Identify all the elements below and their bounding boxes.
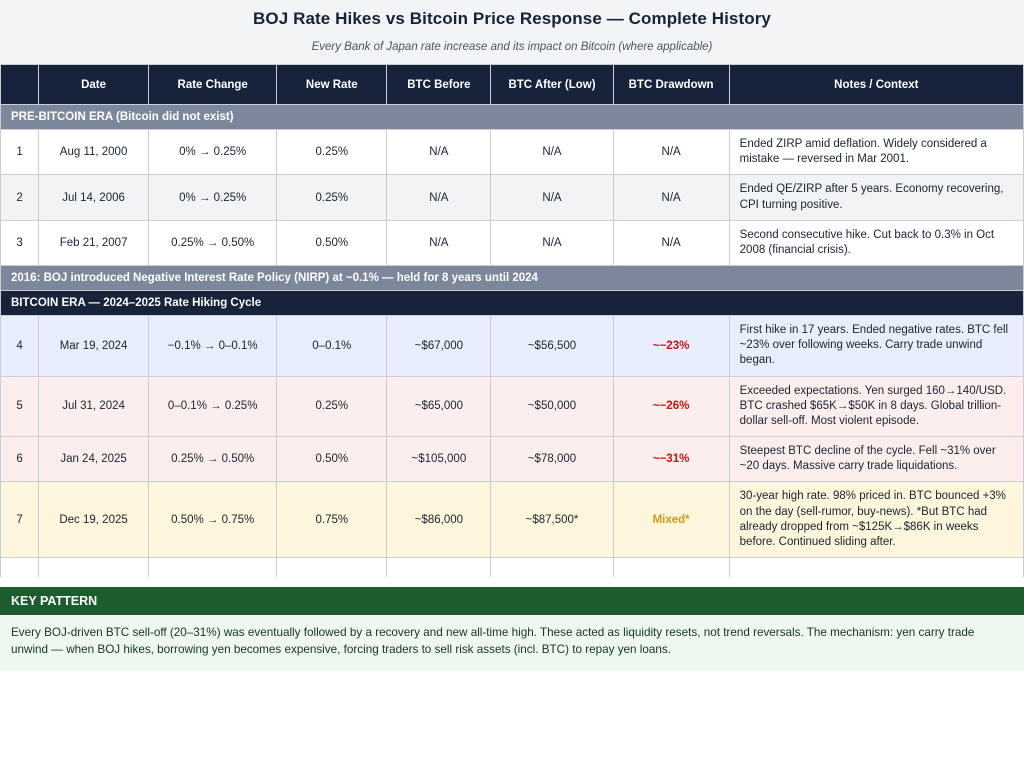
table-row <box>1 316 1024 377</box>
spacer-cell <box>39 558 149 578</box>
spacer-cell <box>387 558 491 578</box>
cell-btc-after: ~$50,000 <box>491 376 613 437</box>
column-header-btc-before: BTC Before <box>387 65 491 105</box>
column-header-btc-after: BTC After (Low) <box>491 65 613 105</box>
spacer-cell <box>729 558 1023 578</box>
column-header-date: Date <box>39 65 149 105</box>
cell-index: 6 <box>1 437 39 482</box>
cell-new-rate: 0.50% <box>277 437 387 482</box>
cell-new-rate: 0.75% <box>277 482 387 558</box>
cell-btc-before: ~$65,000 <box>387 376 491 437</box>
page-title: BOJ Rate Hikes vs Bitcoin Price Response — Complete History <box>253 9 771 28</box>
table-row <box>1 376 1024 437</box>
cell-new-rate: 0–0.1% <box>277 316 387 377</box>
cell-notes: 30-year high rate. 98% priced in. BTC bounced +3% on the day (sell-rumor, buy-news). *But BTC had already dropped from ~$125K→$86K in weeks before. Continued sliding after. <box>729 482 1023 558</box>
table-row <box>1 220 1024 265</box>
cell-btc-drawdown: Mixed* <box>613 482 729 558</box>
cell-btc-after: ~$87,500* <box>491 482 613 558</box>
key-pattern-body: Every BOJ-driven BTC sell-off (20–31%) was eventually followed by a recovery and new all-time high. These acted as liquidity resets, not trend reversals. The mechanism: yen carry trade unwind — when BOJ hikes, borrowing yen becomes expensive, forcing traders to sell risk assets (incl. BTC) to repay yen loans. <box>0 615 1024 671</box>
band-nirp <box>1 266 1024 291</box>
cell-new-rate: 0.25% <box>277 130 387 175</box>
cell-index: 3 <box>1 220 39 265</box>
cell-rate-change: 0.25% → 0.50% <box>149 220 277 265</box>
cell-date: Jan 24, 2025 <box>39 437 149 482</box>
cell-btc-drawdown: ~−31% <box>613 437 729 482</box>
table-row <box>1 175 1024 220</box>
cell-index: 4 <box>1 316 39 377</box>
table-row <box>1 437 1024 482</box>
cell-btc-before: N/A <box>387 175 491 220</box>
cell-rate-change: 0–0.1% → 0.25% <box>149 376 277 437</box>
cell-index: 7 <box>1 482 39 558</box>
column-header-rate-change: Rate Change <box>149 65 277 105</box>
cell-index: 1 <box>1 130 39 175</box>
cell-btc-after: N/A <box>491 175 613 220</box>
spacer-cell <box>1 558 39 578</box>
cell-btc-after: N/A <box>491 220 613 265</box>
cell-btc-before: N/A <box>387 220 491 265</box>
cell-btc-drawdown: N/A <box>613 130 729 175</box>
cell-rate-change: 0.25% → 0.50% <box>149 437 277 482</box>
cell-date: Feb 21, 2007 <box>39 220 149 265</box>
column-header-btc-drawdown: BTC Drawdown <box>613 65 729 105</box>
cell-btc-drawdown: N/A <box>613 175 729 220</box>
column-header-new-rate: New Rate <box>277 65 387 105</box>
cell-new-rate: 0.25% <box>277 376 387 437</box>
cell-date: Jul 31, 2024 <box>39 376 149 437</box>
cell-rate-change: 0.50% → 0.75% <box>149 482 277 558</box>
key-pattern-heading: KEY PATTERN <box>0 587 1024 615</box>
cell-notes: Second consecutive hike. Cut back to 0.3% in Oct 2008 (financial crisis). <box>729 220 1023 265</box>
cell-btc-before: ~$105,000 <box>387 437 491 482</box>
cell-btc-before: ~$86,000 <box>387 482 491 558</box>
column-header-notes: Notes / Context <box>729 65 1023 105</box>
cell-btc-drawdown: ~−26% <box>613 376 729 437</box>
boj-rate-hike-table <box>0 64 1024 578</box>
spacer-cell <box>491 558 613 578</box>
page-subtitle: Every Bank of Japan rate increase and its impact on Bitcoin (where applicable) <box>311 41 713 53</box>
cell-btc-after: ~$56,500 <box>491 316 613 377</box>
cell-notes: Steepest BTC decline of the cycle. Fell ~31% over ~20 days. Massive carry trade liquidations. <box>729 437 1023 482</box>
cell-date: Jul 14, 2006 <box>39 175 149 220</box>
spacer-cell <box>277 558 387 578</box>
band-label-pre-bitcoin: PRE-BITCOIN ERA (Bitcoin did not exist) <box>1 105 1024 130</box>
band-label-nirp: 2016: BOJ introduced Negative Interest Rate Policy (NIRP) at −0.1% — held for 8 years until 2024 <box>1 266 1024 291</box>
cell-btc-drawdown: N/A <box>613 220 729 265</box>
cell-notes: Exceeded expectations. Yen surged 160→140/USD. BTC crashed $65K→$50K in 8 days. Global trillion-dollar sell-off. Most violent episode. <box>729 376 1023 437</box>
title-bar <box>0 0 1024 35</box>
cell-rate-change: 0% → 0.25% <box>149 175 277 220</box>
cell-btc-after: ~$78,000 <box>491 437 613 482</box>
band-label-bitcoin-era: BITCOIN ERA — 2024–2025 Rate Hiking Cycle <box>1 291 1024 316</box>
band-pre-bitcoin-era <box>1 105 1024 130</box>
table-row <box>1 482 1024 558</box>
column-header-index <box>1 65 39 105</box>
cell-index: 2 <box>1 175 39 220</box>
cell-notes: Ended QE/ZIRP after 5 years. Economy recovering, CPI turning positive. <box>729 175 1023 220</box>
cell-rate-change: 0% → 0.25% <box>149 130 277 175</box>
cell-btc-before: ~$67,000 <box>387 316 491 377</box>
cell-date: Aug 11, 2000 <box>39 130 149 175</box>
band-bitcoin-era <box>1 291 1024 316</box>
spacer-cell <box>613 558 729 578</box>
cell-new-rate: 0.25% <box>277 175 387 220</box>
cell-btc-before: N/A <box>387 130 491 175</box>
cell-rate-change: −0.1% → 0–0.1% <box>149 316 277 377</box>
subtitle-bar <box>0 35 1024 64</box>
cell-notes: Ended ZIRP amid deflation. Widely considered a mistake — reversed in Mar 2001. <box>729 130 1023 175</box>
table-row <box>1 130 1024 175</box>
cell-notes: First hike in 17 years. Ended negative rates. BTC fell ~23% over following weeks. Carry trade unwind began. <box>729 316 1023 377</box>
cell-index: 5 <box>1 376 39 437</box>
table-header-row <box>1 65 1024 105</box>
cell-date: Dec 19, 2025 <box>39 482 149 558</box>
cell-btc-drawdown: ~−23% <box>613 316 729 377</box>
cell-btc-after: N/A <box>491 130 613 175</box>
cell-date: Mar 19, 2024 <box>39 316 149 377</box>
spacer-cell <box>149 558 277 578</box>
cell-new-rate: 0.50% <box>277 220 387 265</box>
table-spacer-row <box>1 558 1024 578</box>
